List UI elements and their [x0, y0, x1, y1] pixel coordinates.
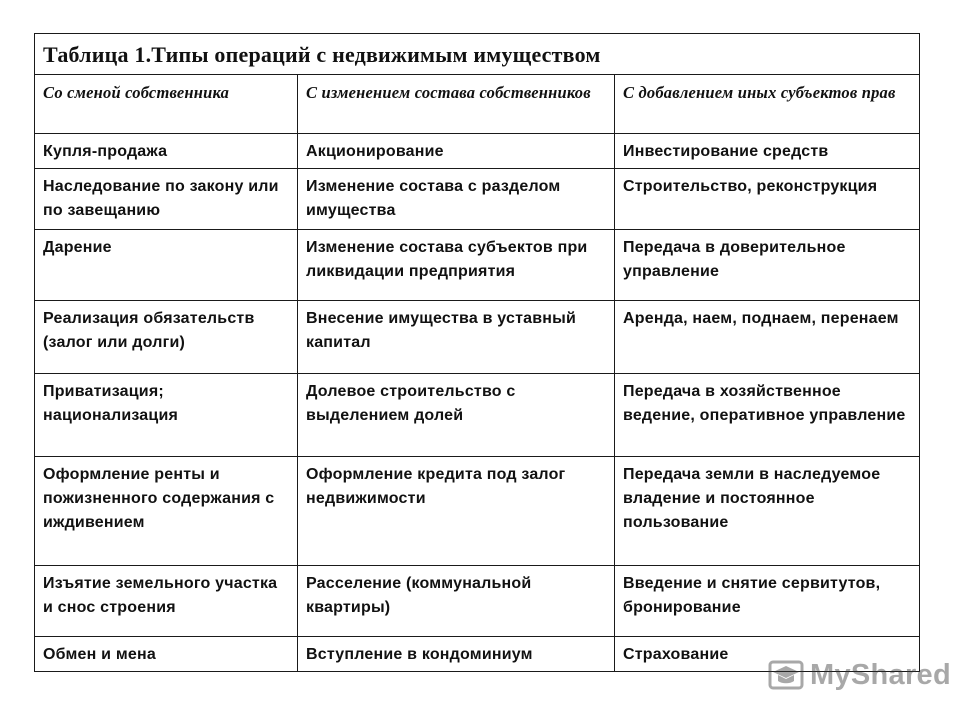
table-row: [35, 457, 920, 566]
table-row: [35, 230, 920, 301]
table-cell: Расселение (коммунальной квартиры): [298, 566, 615, 637]
table-header-row: [35, 75, 920, 134]
mortarboard-logo-icon: [768, 658, 804, 692]
column-header-owners-composition: С изменением состава собственников: [298, 75, 615, 134]
table-cell: Изменение состава субъектов при ликвидации предприятия: [298, 230, 615, 301]
table-row: [35, 134, 920, 169]
table-cell: Инвестирование средств: [615, 134, 920, 169]
operations-table: [34, 33, 920, 672]
table-cell: Вступление в кондоминиум: [298, 637, 615, 672]
column-header-other-subjects: С добавлением иных субъектов прав: [615, 75, 920, 134]
table-row: [35, 566, 920, 637]
table-cell: Оформление кредита под залог недвижимости: [298, 457, 615, 566]
table-cell: Изъятие земельного участка и снос строения: [35, 566, 298, 637]
table-cell: Обмен и мена: [35, 637, 298, 672]
table-row: [35, 374, 920, 457]
table-cell: Купля-продажа: [35, 134, 298, 169]
table-cell: Изменение состава с разделом имущества: [298, 169, 615, 230]
table-cell: Передача земли в наследуемое владение и постоянное пользование: [615, 457, 920, 566]
table-cell: Долевое строительство с выделением долей: [298, 374, 615, 457]
table-cell: Страхование: [615, 637, 920, 672]
table-row: [35, 169, 920, 230]
table-title: Таблица 1.Типы операций с недвижимым имуществом: [35, 34, 920, 75]
table-cell: Реализация обязательств (залог или долги): [35, 301, 298, 374]
table-cell: Передача в хозяйственное ведение, оперативное управление: [615, 374, 920, 457]
watermark: [768, 655, 951, 695]
table-cell: Наследование по закону или по завещанию: [35, 169, 298, 230]
table-cell: Введение и снятие сервитутов, бронирование: [615, 566, 920, 637]
table-cell: Внесение имущества в уставный капитал: [298, 301, 615, 374]
table-cell: Дарение: [35, 230, 298, 301]
table-cell: Строительство, реконструкция: [615, 169, 920, 230]
table-row: [35, 301, 920, 374]
table-title-row: [35, 34, 920, 75]
table-cell: Передача в доверительное управление: [615, 230, 920, 301]
table-cell: Аренда, наем, поднаем, перенаем: [615, 301, 920, 374]
table-cell: Приватизация; национализация: [35, 374, 298, 457]
table-cell: Оформление ренты и пожизненного содержания с иждивением: [35, 457, 298, 566]
column-header-owner-change: Со сменой собственника: [35, 75, 298, 134]
table-cell: Акционирование: [298, 134, 615, 169]
watermark-text: MyShared: [810, 658, 951, 691]
